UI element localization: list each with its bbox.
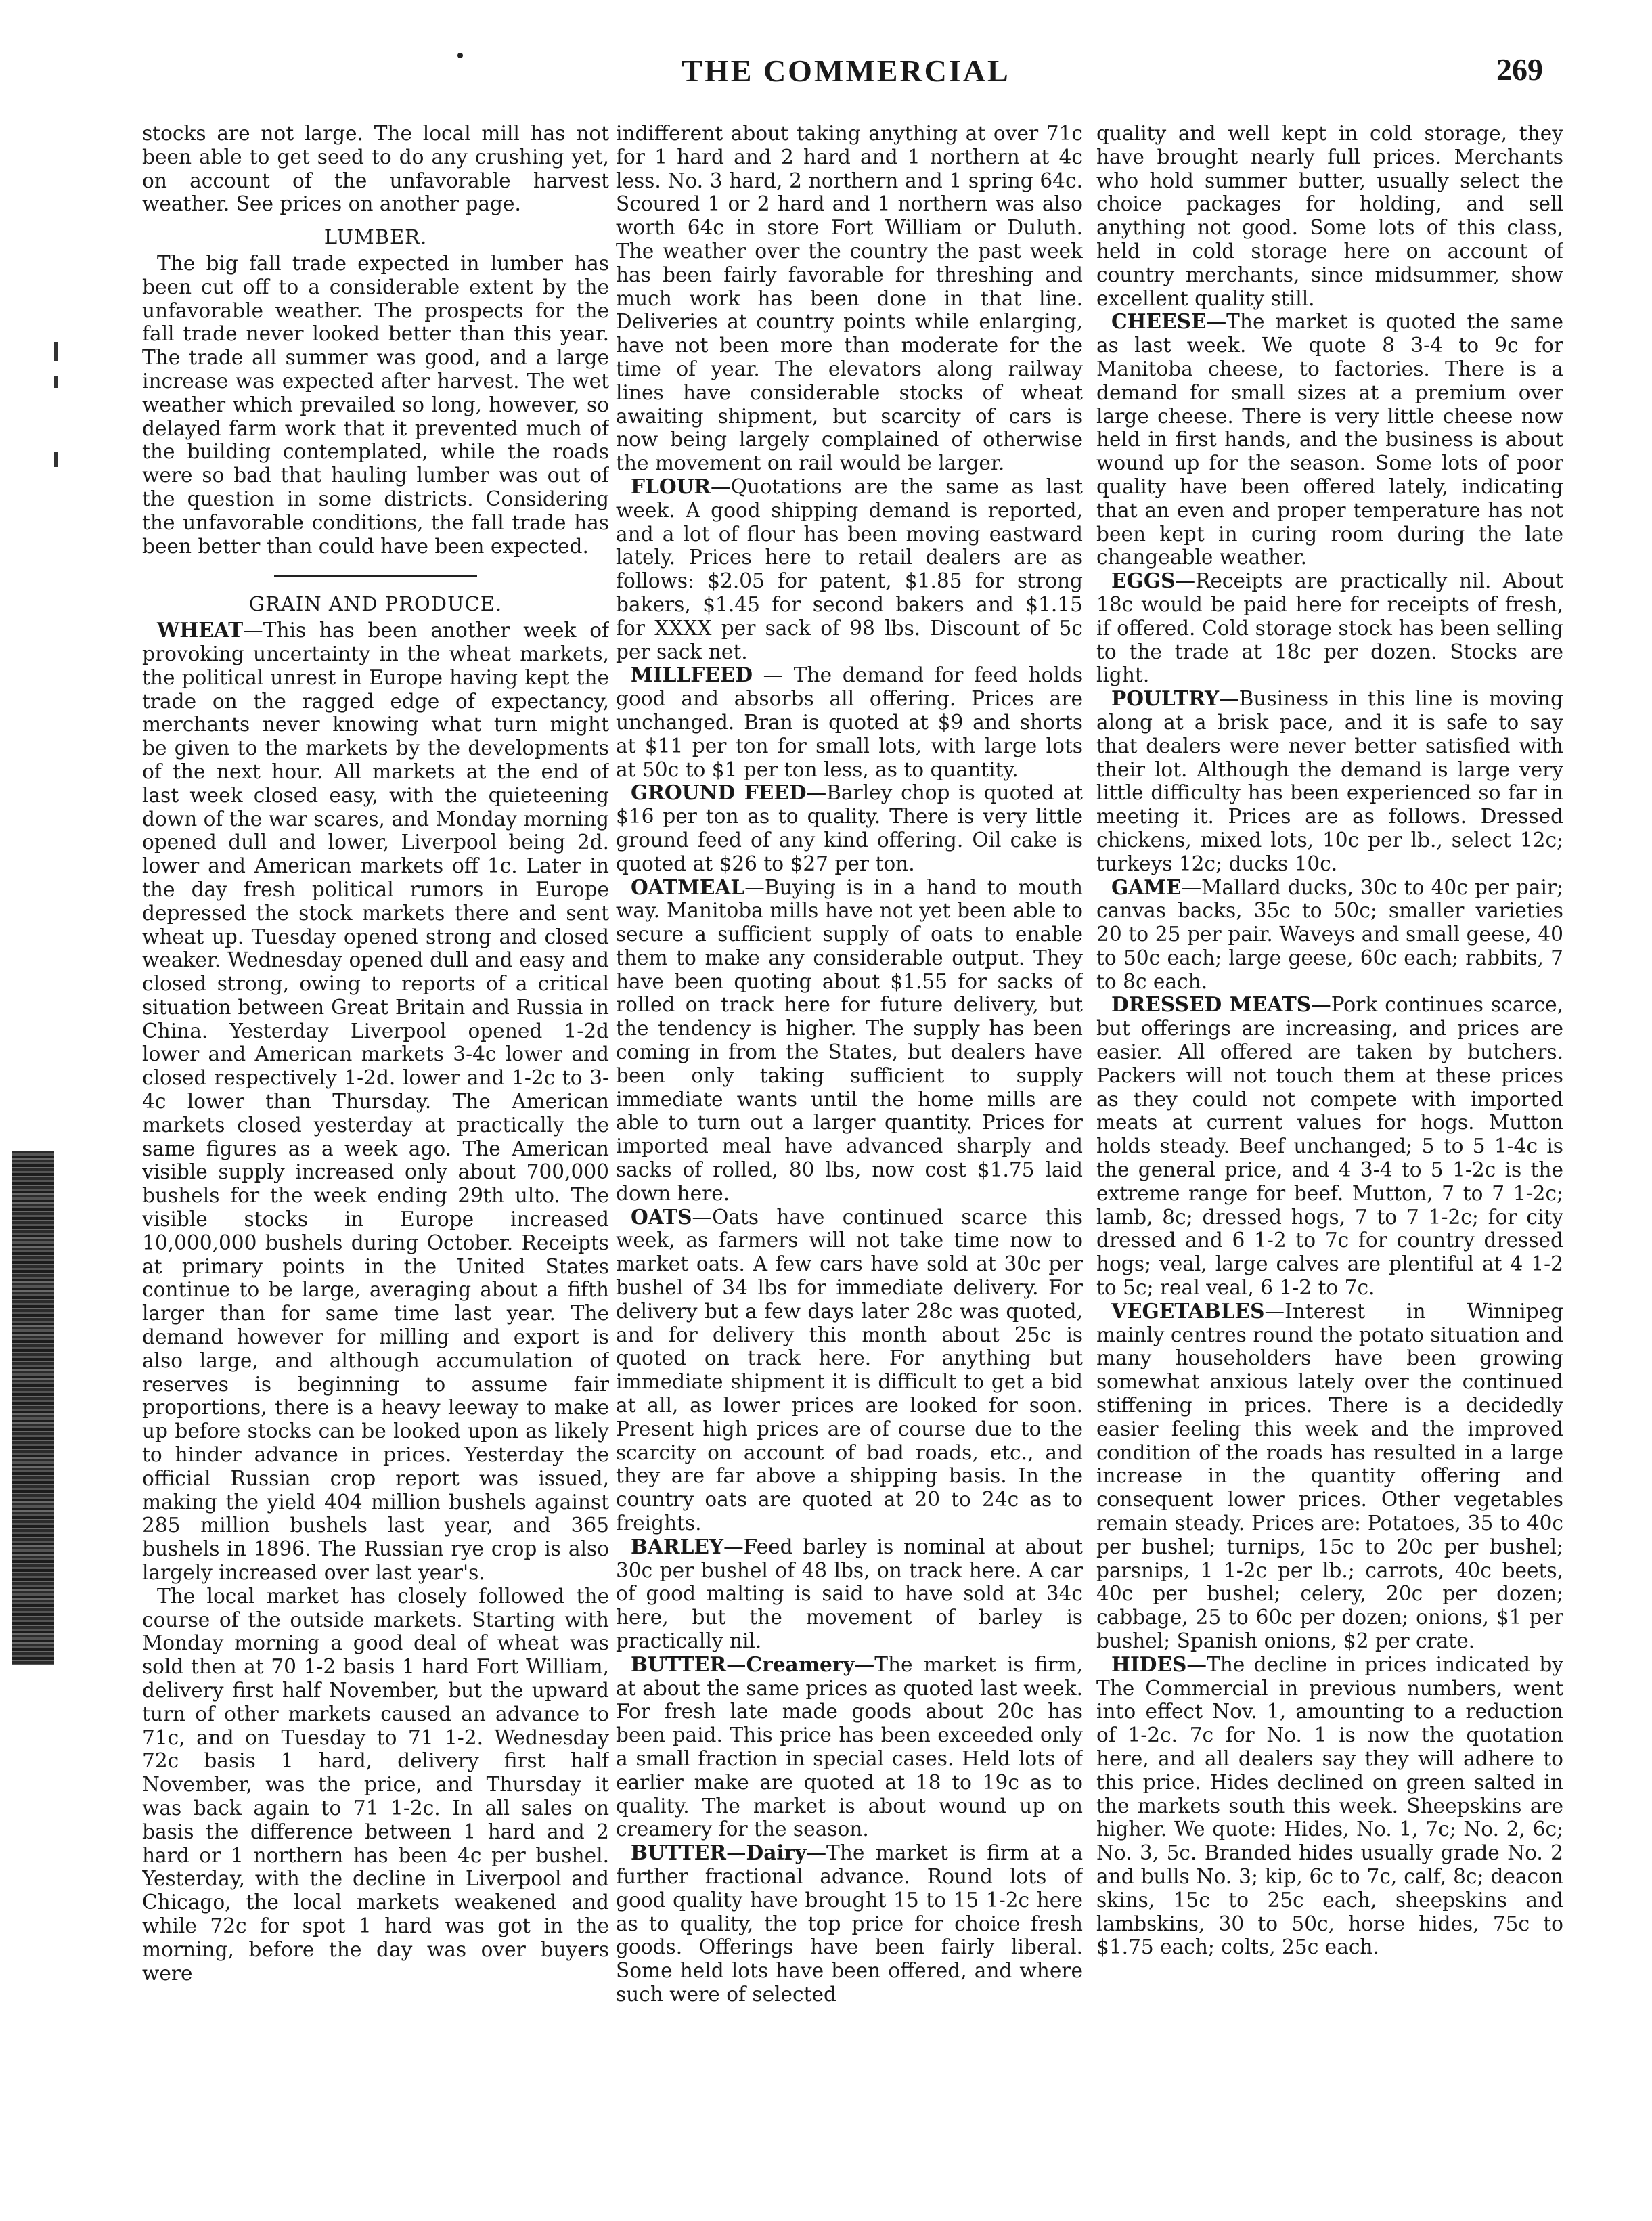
section-divider [274, 575, 477, 577]
column-2 [616, 122, 1083, 2193]
oats-body: —Oats have continued scarce this week, as farmers will not take time now to market oats. A few cars have sold at 30c per bushel of 34 lbs for immediate delivery. For delivery but a few days later 28c was quoted, and for delivery this month about 25c is quoted on track here. For anything but immediate shipment it is difficult to get a bid at all, as lower prices are looked for soon. Present high prices are of course due to the scarcity on account of bad roads, etc., and they are far above a shipping basis. In the country oats are quoted at 20 to 24c as to freights. [616, 1205, 1083, 1535]
ink-speck [457, 53, 463, 58]
wheat-lead: WHEAT [157, 618, 244, 642]
paragraph-hides [1096, 1653, 1563, 1959]
paragraph-butter-dairy [616, 1841, 1083, 2006]
paragraph-wheat-continued: indifferent about taking anything at over 71c for 1 hard and 2 hard and 1 northern at 4c less. No. 3 hard, 2 northern and 1 spring 64c. Scoured 1 or 2 hard and 1 northern was also worth 64c in store Fort William or Duluth. The weather over the country the past week has been fairly favorable for threshing and much work has been done in that line. Deliveries at country points while enlarging, have not been more than moderate for the time of year. The elevators along railway lines have considerable stocks of wheat awaiting shipment, but scarcity of cars is now being largely complained of otherwise the movement on rail would be larger. [616, 122, 1083, 475]
paragraph-poultry [1096, 687, 1563, 875]
paragraph-game [1096, 876, 1563, 994]
cheese-lead: CHEESE [1111, 309, 1207, 334]
dressed-meats-lead: DRESSED MEATS [1111, 992, 1312, 1017]
butter-creamery-lead: BUTTER—Creamery [631, 1652, 855, 1676]
column-3 [1096, 122, 1563, 2193]
paragraph-flour [616, 475, 1083, 663]
paragraph-flax-continued: stocks are not large. The local mill has not been able to get seed to do any crushing yet, on account of the unfavorable harvest weather. See prices on another page. [142, 122, 609, 216]
barley-lead: BARLEY [631, 1534, 724, 1558]
game-lead: GAME [1111, 875, 1182, 899]
hides-lead: HIDES [1111, 1652, 1187, 1676]
paragraph-dressed-meats [1096, 993, 1563, 1299]
paragraph-vegetables [1096, 1300, 1563, 1653]
wheat-body: —This has been another week of provoking uncertainty in the wheat markets, the political unrest in Europe having kept the trade on the ragged edge of expectancy, merchants never knowing what turn might be given to the markets by the developments of the next hour. All markets at the end of last week closed easy, with the quieteening down of the war scares, and Monday morning opened dull and lower, Liverpool being 2d. lower and American markets off 1c. Later in the day fresh political rumors in Europe depressed the stock markets there and sent wheat up. Tuesday opened strong and closed weaker. Wednesday opened dull and easy and closed strong, owing to reports of a critical situation between Great Britain and Russia in China. Yesterday Liverpool opened 1-2d lower and American markets 3-4c lower and closed respectively 1-2d. lower and 1-2c to 3-4c lower than Thursday. The American markets closed yesterday at practically the same figures as a week ago. The American visible supply increased only about 700,000 bushels for the week ending 29th ulto. The visible stocks in Europe increased 10,000,000 bushels during October. Receipts at primary points in the United States continue to be large, averaging about a fifth larger than for same time last year. The demand however for milling and export is also large, and although accumulation of reserves is beginning to assume fair proportions, there is a heavy leeway to make up before stocks can be looked upon as likely to hinder advance in prices. Yesterday the official Russian crop report was issued, making the yield 404 million bushels against 285 million bushels last year, and 365 bushels in 1896. The Russian rye crop is also largely increased over last year's. [142, 619, 609, 1585]
paragraph-ground-feed [616, 781, 1083, 875]
paragraph-lumber: The big fall trade expected in lumber has been cut off to a considerable extent by the unfavorable weather. The prospects for the fall trade never looked better than this year. The trade all summer was good, and a large increase was expected after harvest. The wet weather which prevailed so long, however, so delayed farm work that it prevented much of the building contemplated, while the roads were so bad that hauling lumber was out of the question in some districts. Considering the unfavorable conditions, the fall trade has been better than could have been expected. [142, 251, 609, 558]
column-1 [142, 122, 609, 2193]
barley-body: —Feed barley is nominal at about 30c per bushel of 48 lbs, on track here. A car of good malting is said to have sold at 34c here, but the movement of barley is practically nil. [616, 1535, 1083, 1652]
paragraph-wheat [142, 619, 609, 1585]
vegetables-body: —Interest in Winnipeg mainly centres round the potato situation and many householders have been growing somewhat anxious lately over the continued stiffening in prices. There is a decidedly easier feeling this week and the improved condition of the roads has resulted in a large increase in the quantity offering and consequent lower prices. Other vegetables remain steady. Prices are: Potatoes, 35 to 40c per bushel; turnips, 15c to 20c per bushel; parsnips, 1 1-2c per lb.; carrots, 40c beets, 40c per bushel; celery, 20c per dozen; cabbage, 25 to 60c per dozen; onions, $1 per bushel; Spanish onions, $2 per crate. [1096, 1299, 1563, 1652]
margin-mark [54, 452, 58, 467]
paragraph-local-market: The local market has closely followed the course of the outside markets. Starting with Monday morning a good deal of wheat was sold then at 70 1-2 basis 1 hard Fort William, delivery first half November, but the upward turn of other markets caused an advance to 71c, and on Tuesday to 71 1-2. Wednesday 72c basis 1 hard, delivery first half November, was the price, and Thursday it was back again to 71 1-2c. In all sales on basis the difference between 1 hard and 2 hard or 1 northern has been 4c per bushel. Yesterday, with the decline in Liverpool and Chicago, the local markets weakened and while 72c for spot 1 hard was got in the morning, before the day was over buyers were [142, 1584, 609, 1985]
paragraph-millfeed [616, 663, 1083, 781]
cheese-body: —The market is quoted the same as last week. We quote 8 3-4 to 9c for Manitoba cheese, to factories. There is a demand for small sizes at a premium over large cheese. There is very little cheese now held in first hands, and the business is about wound up for the season. Some lots of poor quality have been offered lately, indicating that an even and proper temperature has not been kept in curing room during the late changeable weather. [1096, 310, 1563, 569]
section-heading-grain-produce: GRAIN AND PRODUCE. [248, 592, 503, 616]
eggs-lead: EGGS [1111, 569, 1176, 593]
margin-mark [54, 342, 58, 361]
running-title: THE COMMERCIAL [682, 53, 1010, 88]
paragraph-oatmeal [616, 876, 1083, 1206]
eggs-body: —Receipts are practically nil. About 18c would be paid here for receipts of fresh, if offered. Cold storage stock has been selling to the trade at 18c per dozen. Stocks are light. [1096, 569, 1563, 687]
poultry-lead: POULTRY [1111, 686, 1220, 711]
paragraph-butter-creamery [616, 1653, 1083, 1841]
oatmeal-body: —Buying is in a hand to mouth way. Manitoba mills have not yet been able to secure a sufficient supply of oats to enable them to make any considerable output. They have been quoting about $1.55 for sacks of rolled on track here for future delivery, but the tendency is higher. The supply has been coming in from the States, but dealers have been only taking sufficient to supply immediate wants until the home mills are able to turn out a larger quantity. Prices for imported meal have advanced sharply and sacks of rolled, 80 lbs, now cost $1.75 laid down here. [616, 875, 1083, 1205]
millfeed-lead: MILLFEED [631, 663, 753, 687]
millfeed-body: — The demand for feed holds good and absorbs all offering. Prices are unchanged. Bran is quoted at $9 and shorts at $11 per ton for small lots, with large lots at 50c to $1 per ton less, as to quantity. [616, 663, 1083, 781]
butter-dairy-body: —The market is firm at a further fractional advance. Round lots of good quality have brought 15 to 15 1-2c here as to quality, the top price for choice fresh goods. Offerings have been fairly liberal. Some held lots have been offered, and where such were of selected [616, 1841, 1083, 2006]
butter-creamery-body: —The market is firm, at about the same prices as quoted last week. For fresh late made goods about 20c has been paid. This price has been exceeded only a small fraction in special cases. Held lots of earlier make are quoted at 18 to 19c as to quality. The market is about wound up on creamery for the season. [616, 1652, 1083, 1841]
hides-body: —The decline in prices indicated by The Commercial in previous numbers, went into effect Nov. 1, amounting to a reduction of 1-2c. 7c for No. 1 is now the quotation here, and all dealers say they will adhere to this price. Hides declined on green salted in the markets south this week. Sheepskins are higher. We quote: Hides, No. 1, 7c; No. 2, 6c; No. 3, 5c. Branded hides usually grade No. 2 and bulls No. 3; kip, 6c to 7c, calf, 8c; deacon skins, 15c to 25c each, sheepskins and lambskins, 30 to 50c, horse hides, 75c to $1.75 each; colts, 25c each. [1096, 1652, 1563, 1959]
poultry-body: —Business in this line is moving along at a brisk pace, and it is safe to say that dealers were never better satisfied with their lot. Although the demand is large very little difficulty has been experienced so far in meeting it. Prices are as follows. Dressed chickens, mixed lots, 10c per lb., select 12c; turkeys 12c; ducks 10c. [1096, 687, 1563, 875]
flour-lead: FLOUR [631, 474, 711, 498]
oatmeal-lead: OATMEAL [631, 875, 745, 899]
ground-feed-body: —Barley chop is quoted at $16 per ton as to quality. There is very little ground feed of any kind offering. Oil cake is quoted at $26 to $27 per ton. [616, 781, 1083, 875]
scan-margin-artifact [12, 1151, 54, 1665]
margin-mark [54, 376, 58, 388]
paragraph-butter-continued: quality and well kept in cold storage, they have brought nearly full prices. Merchants who hold summer butter, usually select the choice packages for holding, and sell anything not good. Some lots of this class, held in cold storage here on account of country merchants, since midsummer, show excellent quality still. [1096, 122, 1563, 310]
oats-lead: OATS [631, 1204, 692, 1229]
vegetables-lead: VEGETABLES [1111, 1298, 1265, 1323]
flour-body: —Quotations are the same as last week. A good shipping demand is reported, and a lot of flour has been moving eastward lately. Prices here to retail dealers are as follows: $2.05 for patent, $1.85 for strong bakers, $1.45 for second bakers and $1.15 for XXXX per sack of 98 lbs. Discount of 5c per sack net. [616, 475, 1083, 663]
paragraph-barley [616, 1535, 1083, 1653]
paragraph-oats [616, 1206, 1083, 1535]
butter-dairy-lead: BUTTER—Dairy [631, 1841, 807, 1865]
ground-feed-lead: GROUND FEED [631, 780, 807, 805]
paragraph-cheese [1096, 310, 1563, 569]
game-body: —Mallard ducks, 30c to 40c per pair; canvas backs, 35c to 50c; smaller varieties 20 to 25 per pair. Waveys and small geese, 40 to 50c each; large geese, 60c each; rabbits, 7 to 8c each. [1096, 875, 1563, 993]
dressed-meats-body: —Pork continues scarce, but offerings are increasing, and prices are easier. All offered are taken by butchers. Packers will not touch them at these prices as they could not compete with imported meats at current values for hogs. Mutton holds steady. Beef unchanged; 5 to 5 1-4c is the general price, and 4 3-4 to 5 1-2c is the extreme range for beef. Mutton, 7 to 7 1-2c; lamb, 8c; dressed hogs, 7 to 7 1-2c; for city dressed and 6 1-2 to 7c for country dressed hogs; veal, large calves are plentiful at 4 1-2 to 5c; real veal, 6 1-2 to 7c. [1096, 993, 1563, 1300]
paragraph-eggs [1096, 569, 1563, 687]
page-number: 269 [1496, 52, 1543, 87]
section-heading-lumber: LUMBER. [323, 225, 428, 249]
